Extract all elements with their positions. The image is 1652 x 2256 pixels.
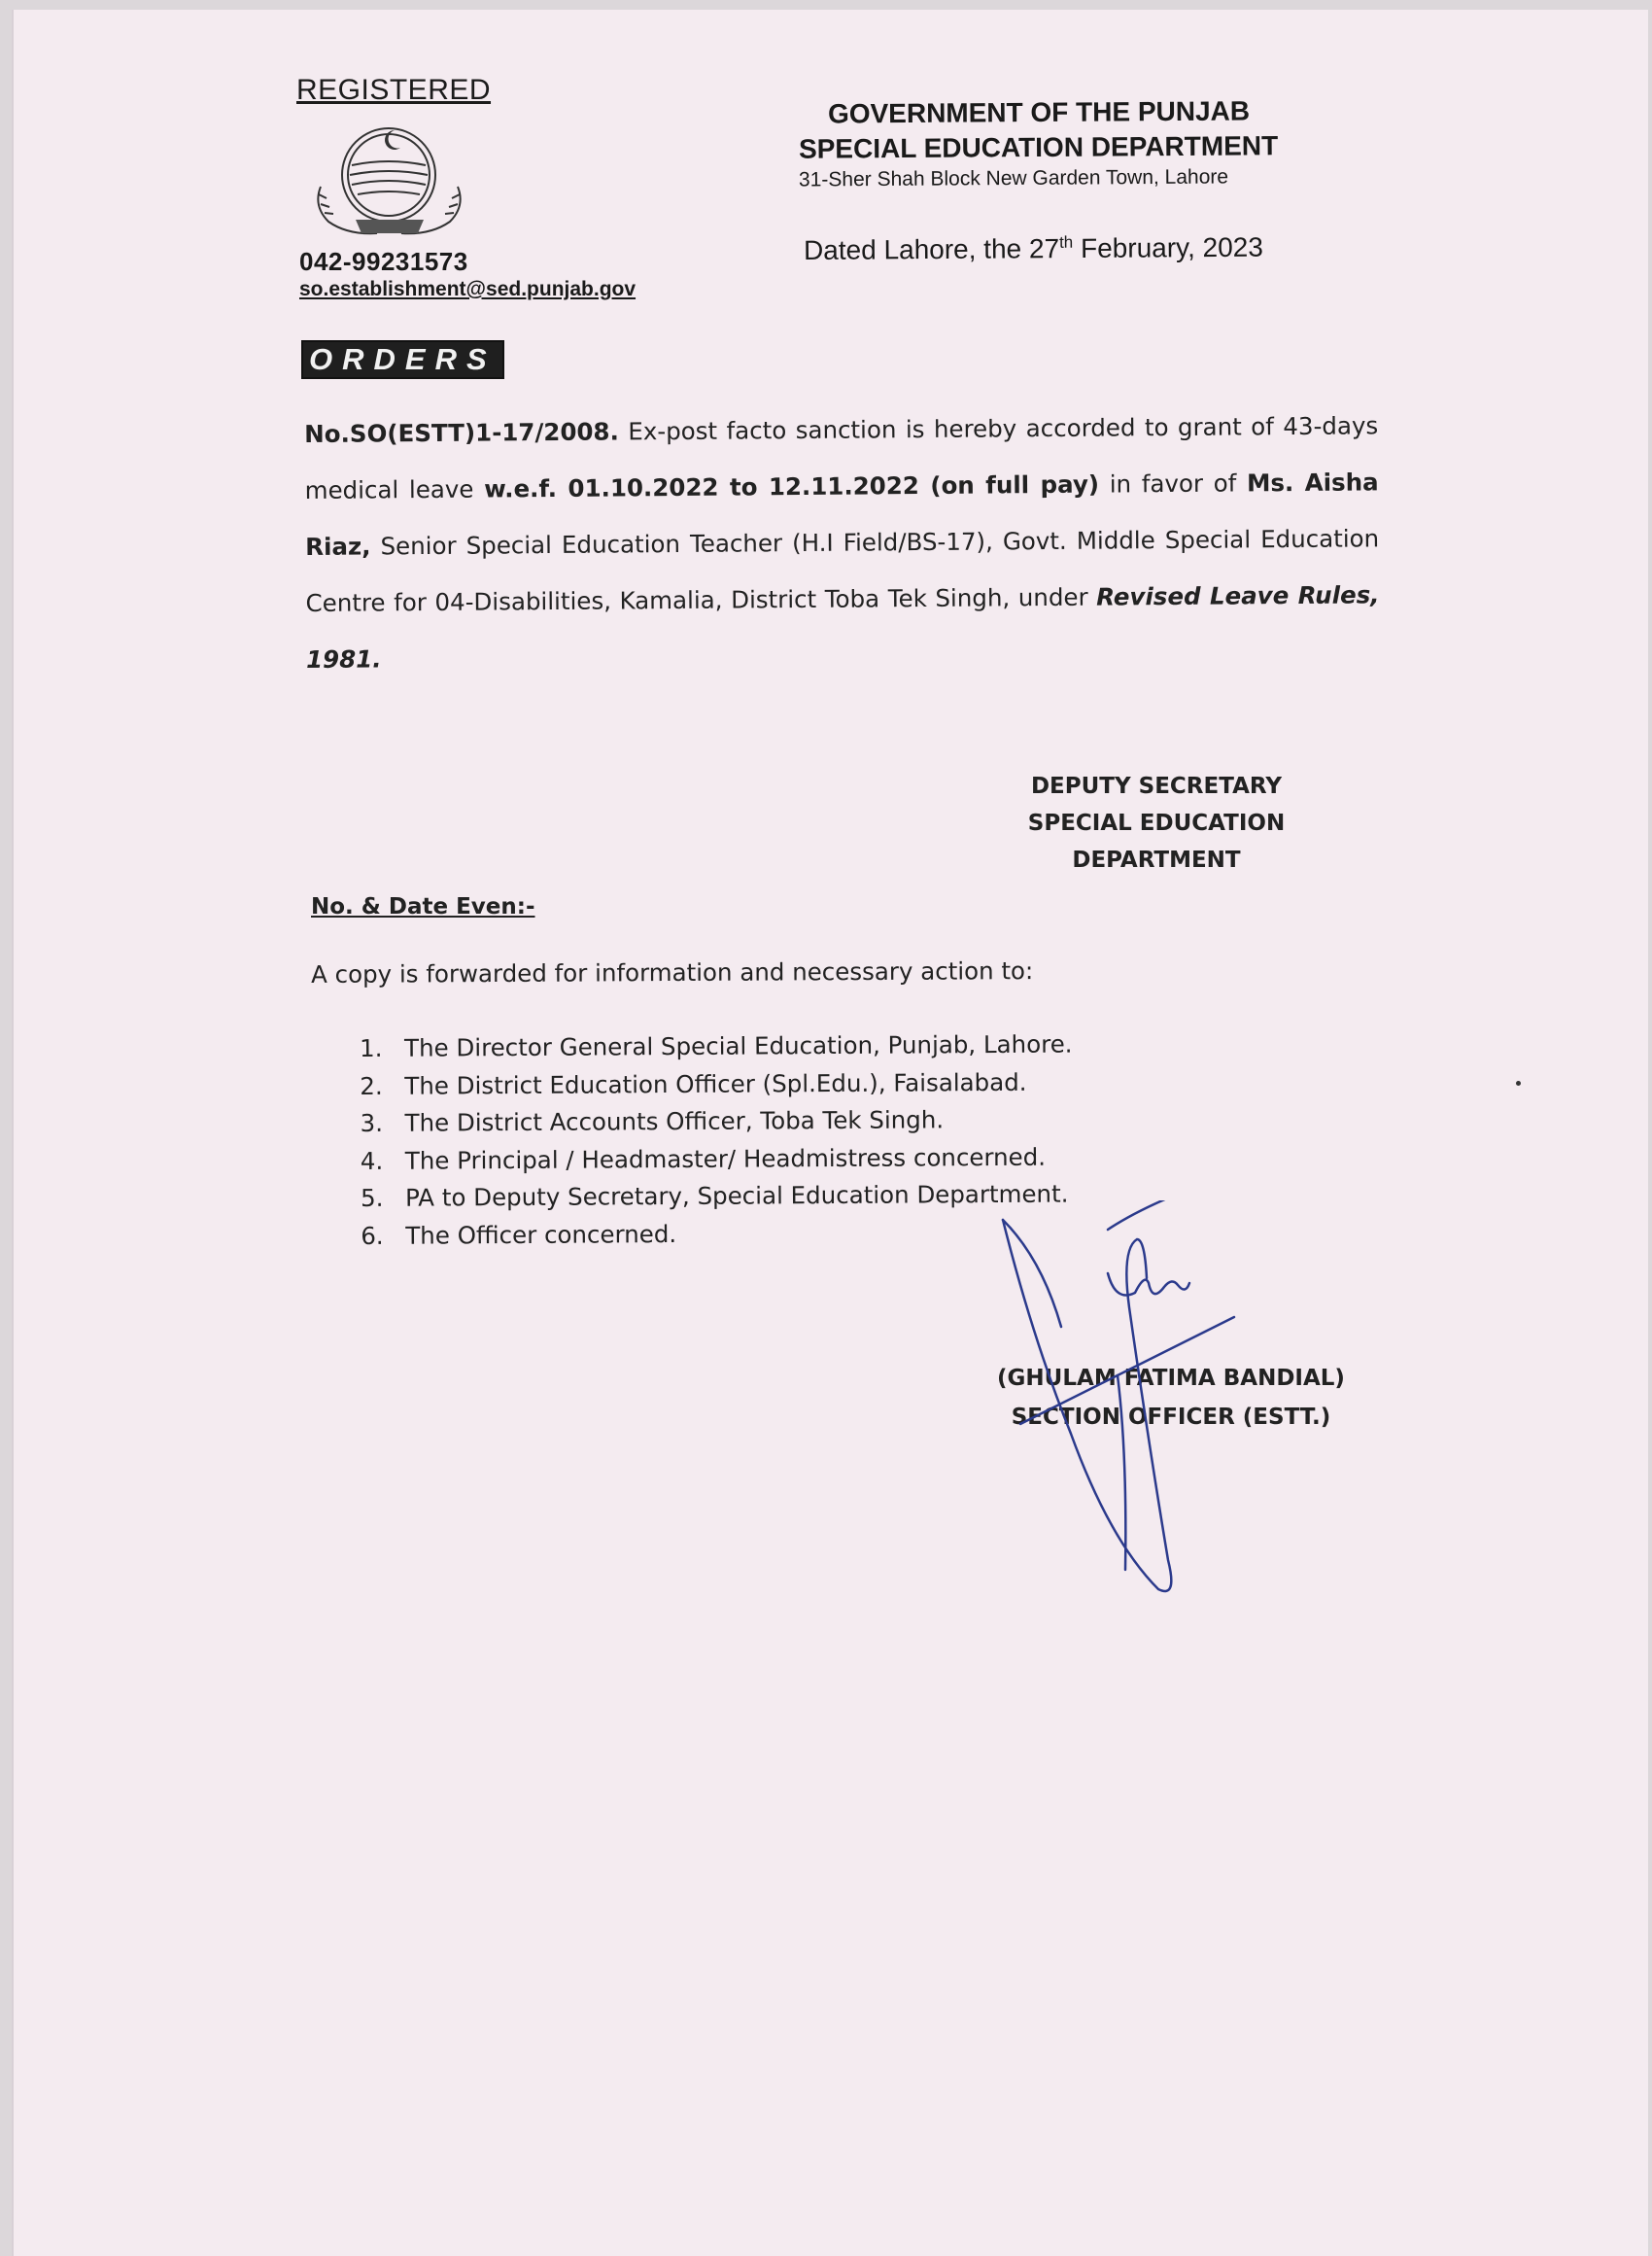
speck xyxy=(1516,1081,1521,1086)
recipient-list xyxy=(360,1026,1074,1255)
list-number: 6. xyxy=(361,1221,384,1250)
list-item xyxy=(361,1138,1074,1180)
list-number: 3. xyxy=(360,1108,384,1137)
date-prefix: Dated Lahore, the 27 xyxy=(803,233,1060,265)
email-address: so.establishment@sed.punjab.gov xyxy=(299,278,637,300)
list-item xyxy=(360,1026,1073,1068)
list-item xyxy=(360,1101,1073,1143)
leave-rules: Revised Leave Rules, 1981. xyxy=(305,580,1380,674)
list-number: 1. xyxy=(360,1033,383,1062)
handwritten-signature xyxy=(981,1200,1263,1609)
deputy-line-2: SPECIAL EDUCATION xyxy=(1027,811,1286,836)
list-item xyxy=(360,1063,1073,1105)
deputy-line-3: DEPARTMENT xyxy=(1072,848,1241,873)
leave-period: w.e.f. 01.10.2022 to 12.11.2022 (on full pay) xyxy=(484,469,1100,503)
registered-label: REGISTERED xyxy=(296,74,492,106)
copy-forwarded-line: A copy is forwarded for information and necessary action to: xyxy=(311,956,1034,989)
order-text-2: in favor of xyxy=(1098,469,1248,499)
order-text-1: Ex-post facto sanction is hereby accorded to grant of 43-days medical leave xyxy=(304,411,1379,504)
list-number: 4. xyxy=(360,1146,384,1175)
list-text: PA to Deputy Secretary, Special Education Department. xyxy=(404,1179,1069,1212)
list-item xyxy=(361,1176,1074,1218)
department-address: 31-Sher Shah Block New Garden Town, Lahore xyxy=(798,165,1229,191)
punjab-emblem-icon xyxy=(309,119,469,241)
list-text: The District Education Officer (Spl.Edu.), Faisalabad. xyxy=(404,1067,1027,1100)
order-paragraph xyxy=(304,398,1380,688)
officer-name: (GHULAM FATIMA BANDIAL) xyxy=(997,1366,1345,1391)
list-number: 2. xyxy=(360,1071,383,1100)
list-item xyxy=(361,1213,1074,1255)
orders-title: ORDERS xyxy=(301,340,504,379)
government-heading: GOVERNMENT OF THE PUNJAB xyxy=(827,95,1251,129)
no-date-even: No. & Date Even:- xyxy=(311,894,535,920)
officer-title: SECTION OFFICER (ESTT.) xyxy=(1011,1405,1331,1430)
order-number: No.SO(ESTT)1-17/2008. xyxy=(304,417,619,448)
department-heading: SPECIAL EDUCATION DEPARTMENT xyxy=(798,130,1279,164)
list-text: The Director General Special Education, Punjab, Lahore. xyxy=(404,1029,1073,1062)
date-superscript: th xyxy=(1058,232,1074,252)
date-suffix: February, 2023 xyxy=(1073,231,1263,264)
deputy-line-1: DEPUTY SECRETARY xyxy=(1030,774,1283,799)
list-text: The District Accounts Officer, Toba Tek Singh. xyxy=(404,1105,945,1137)
list-text: The Officer concerned. xyxy=(405,1219,677,1250)
order-text-3: Senior Special Education Teacher (H.I Field/BS-17), Govt. Middle Special Education Centre for 04-Disabilities, Kamalia, District Toba Tek Singh, under xyxy=(305,524,1380,617)
list-text: The Principal / Headmaster/ Headmistress concerned. xyxy=(404,1142,1047,1175)
deputy-secretary-block xyxy=(1011,768,1302,879)
phone-number: 042-99231573 xyxy=(299,247,468,276)
employee-name: Ms. Aisha Riaz, xyxy=(305,468,1379,561)
date-line xyxy=(804,231,1263,266)
list-number: 5. xyxy=(360,1183,384,1212)
